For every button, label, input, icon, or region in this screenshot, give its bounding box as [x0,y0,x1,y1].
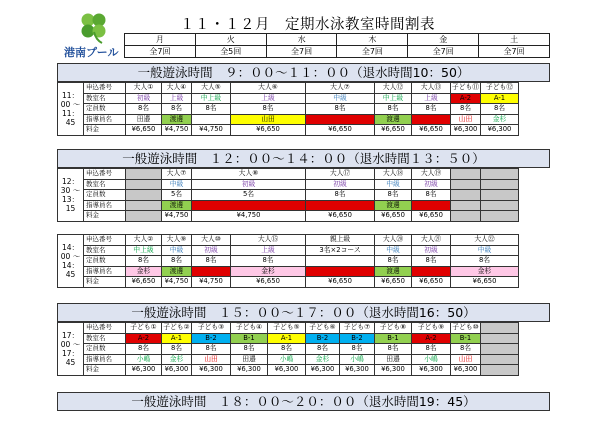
class-cell: 田邉 [126,114,162,125]
empty-cell [481,169,519,180]
row-label: 申込番号 [84,235,126,246]
class-cell: 中上級 [375,93,412,104]
band-general-swim-3: 一般遊泳時間 １５：００～１７：００（退水時間16：50） [57,303,550,322]
count-mon: 全7回 [125,46,196,58]
class-cell: 8名 [126,104,162,115]
class-cell: ¥6,650 [306,125,375,136]
class-cell: 大人⑲ [412,169,451,180]
class-cell: 8名 [192,104,231,115]
class-cell: 8名 [192,256,231,267]
row-label: 定員数 [84,104,126,115]
row-label: 指導員名 [84,266,126,277]
class-cell: 中級 [375,245,412,256]
class-cell: B-2 [306,333,340,344]
class-cell: ¥6,650 [306,211,375,222]
class-cell: 田邉 [375,354,412,365]
day-sat: 土 [479,34,550,46]
class-cell: ¥6,300 [192,365,231,376]
class-cell: 8名 [162,104,192,115]
row-label: 料金 [84,125,126,136]
class-cell: 大人⑧ [192,169,306,180]
class-cell: 子ども② [162,323,192,334]
empty-cell [451,190,481,201]
class-cell: A-2 [412,333,451,344]
class-cell: 子ども⑫ [481,83,519,94]
class-cell: B-1 [451,333,481,344]
table-row [58,277,519,288]
class-cell: 8名 [126,256,162,267]
count-thu: 全7回 [337,46,408,58]
class-cell: 子ども⑥ [306,323,340,334]
table-row [58,200,519,211]
table-row [58,114,519,125]
row-label: 教室名 [84,179,126,190]
schedule-table [57,168,519,222]
class-cell: 初級 [192,179,306,190]
class-cell [412,200,451,211]
row-label: 料金 [84,277,126,288]
class-cell: 子ども⑪ [451,83,481,94]
table-row [58,333,519,344]
class-cell: 初級 [412,179,451,190]
class-cell: 中級 [375,179,412,190]
table-row [58,235,519,246]
class-cell: 上級 [162,93,192,104]
class-cell: 渡邊 [375,114,412,125]
table-row [58,245,519,256]
class-cell: 金杉 [162,354,192,365]
class-cell: 中級 [451,245,519,256]
row-label: 指導員名 [84,200,126,211]
class-cell: 大人⑬ [412,83,451,94]
table-row [58,354,519,365]
band-general-swim-1: 一般遊泳時間 ９：００～１１：００（退水時間10：50） [57,63,550,82]
table-row [58,365,519,376]
row-label: 定員数 [84,344,126,355]
class-cell: ¥6,300 [412,365,451,376]
schedule-table [57,82,519,136]
empty-cell [451,169,481,180]
class-cell: 大人⑳ [375,235,412,246]
class-cell: 8名 [126,344,162,355]
class-cell: 8名 [451,344,481,355]
table-row [58,169,519,180]
class-cell: A-1 [162,333,192,344]
empty-cell [481,190,519,201]
count-sat: 全7回 [479,46,550,58]
class-cell [306,256,375,267]
class-cell: 8名 [375,256,412,267]
count-wed: 全7回 [266,46,337,58]
table-row [58,190,519,201]
table-row [58,211,519,222]
class-cell: 8名 [231,104,306,115]
table-row [58,323,519,334]
class-cell: 中上級 [192,93,231,104]
class-cell: 子ども③ [192,323,231,334]
class-cell: 大人㉒ [451,235,519,246]
class-cell: 子ども④ [231,323,268,334]
class-cell: 8名 [192,344,231,355]
class-cell: A-2 [451,93,481,104]
class-cell: ¥6,650 [231,277,306,288]
class-cell: 8名 [375,344,412,355]
class-cell: 8名 [231,256,306,267]
class-cell: 大人② [126,235,162,246]
class-cell: ¥6,650 [231,125,306,136]
table-row [58,344,519,355]
class-cell: 田邉 [231,354,268,365]
row-label: 料金 [84,211,126,222]
class-cell: ¥4,750 [192,125,231,136]
empty-cell [481,344,519,355]
class-cell: 小嶋 [126,354,162,365]
class-cell: ¥6,650 [412,125,451,136]
class-cell: 8名 [268,344,306,355]
empty-cell [126,200,162,211]
table-row [58,83,519,94]
band-general-swim-4: 一般遊泳時間 １８：００～２０：００（退水時間19：45） [57,392,550,411]
row-label: 教室名 [84,93,126,104]
class-cell: 子ども⑧ [375,323,412,334]
class-cell: ¥4,750 [192,277,231,288]
class-cell: ¥6,650 [375,211,412,222]
class-cell: 渡邊 [375,200,412,211]
row-label: 申込番号 [84,83,126,94]
class-cell: A-1 [481,93,519,104]
class-cell: B-2 [192,333,231,344]
class-cell [306,200,375,211]
class-cell: 大人⑩ [192,235,231,246]
table-row [58,256,519,267]
day-thu: 木 [337,34,408,46]
class-cell: ¥6,300 [340,365,375,376]
class-cell: 初級 [306,179,375,190]
class-cell: 金杉 [306,354,340,365]
empty-cell [481,354,519,365]
day-fri: 金 [408,34,479,46]
class-cell: 8名 [231,344,268,355]
empty-cell [481,179,519,190]
class-cell: 大人⑫ [375,83,412,94]
class-cell: 渡邊 [162,114,192,125]
class-cell: 上級 [412,93,451,104]
day-wed: 水 [266,34,337,46]
class-cell: 山田 [231,114,306,125]
class-cell: ¥6,650 [306,277,375,288]
class-cell: 初級 [192,245,231,256]
class-cell: 親上級 [306,235,375,246]
empty-cell [481,365,519,376]
class-cell: 大人① [126,83,162,94]
table-row [58,93,519,104]
class-cell: ¥6,650 [412,211,451,222]
class-cell: 渡邊 [375,266,412,277]
empty-cell [126,169,162,180]
empty-cell [481,333,519,344]
class-cell: 渡邊 [162,266,192,277]
class-cell: 8名 [306,344,340,355]
class-cell: 大人㉑ [412,235,451,246]
class-cell: B-1 [375,333,412,344]
class-cell: ¥6,300 [375,365,412,376]
class-cell: ¥4,750 [162,211,192,222]
class-cell [192,114,231,125]
empty-cell [481,323,519,334]
count-fri: 全7回 [408,46,479,58]
empty-cell [451,179,481,190]
class-cell: B-1 [231,333,268,344]
empty-cell [481,211,519,222]
class-cell: 大人⑨ [162,235,192,246]
day-mon: 月 [125,34,196,46]
class-cell: 中級 [306,93,375,104]
class-cell: ¥6,300 [126,365,162,376]
class-cell: B-2 [340,333,375,344]
class-cell: 子ども⑨ [412,323,451,334]
class-cell: 8名 [162,344,192,355]
table-row [58,266,519,277]
empty-cell [126,179,162,190]
class-cell: 大人⑦ [162,169,192,180]
class-cell: 子ども⑦ [340,323,375,334]
class-cell: ¥6,650 [126,277,162,288]
class-cell: ¥6,650 [375,277,412,288]
logo-text: 港南プール [64,46,119,59]
class-cell: 8名 [340,344,375,355]
row-label: 指導員名 [84,354,126,365]
day-tue: 火 [195,34,266,46]
class-cell: ¥4,750 [162,277,192,288]
class-cell: 5名 [192,190,306,201]
day-header [124,33,550,58]
empty-cell [451,200,481,211]
time-slot-label: 14：00 ～ 14：45 [58,235,84,288]
class-cell: ¥6,650 [412,277,451,288]
class-cell: ¥6,300 [481,125,519,136]
empty-cell [126,211,162,222]
class-cell: 8名 [412,190,451,201]
class-cell: ¥6,300 [451,125,481,136]
class-cell: 小嶋 [340,354,375,365]
class-cell: 大人④ [162,83,192,94]
class-cell: 5名 [162,190,192,201]
row-label: 申込番号 [84,323,126,334]
class-cell: 8名 [162,256,192,267]
class-cell [306,266,375,277]
row-label: 申込番号 [84,169,126,180]
class-cell: 渡邊 [162,200,192,211]
class-cell [306,114,375,125]
row-label: 定員数 [84,256,126,267]
empty-cell [126,190,162,201]
class-cell: 小嶋 [268,354,306,365]
class-cell: 子ども① [126,323,162,334]
class-cell: 上級 [231,245,306,256]
class-cell: 8名 [306,104,375,115]
class-cell: ¥6,650 [126,125,162,136]
class-cell: 3名×2コース [306,245,375,256]
class-cell: ¥6,300 [268,365,306,376]
row-label: 教室名 [84,333,126,344]
class-cell: 大人⑥ [231,83,306,94]
class-cell: 大人⑤ [192,83,231,94]
class-cell: ¥6,300 [451,365,481,376]
table-row [58,179,519,190]
class-cell: 山田 [192,354,231,365]
class-cell: 大人⑱ [375,169,412,180]
class-cell: 8名 [412,344,451,355]
class-cell [192,200,306,211]
class-cell: ¥6,300 [306,365,340,376]
class-cell: ¥6,300 [231,365,268,376]
page-title: １１・１２月 定期水泳教室時間割表 [180,17,435,33]
class-cell: 8名 [451,104,481,115]
class-cell: 8名 [412,256,451,267]
clover-logo-icon [64,10,124,59]
class-cell: 初級 [412,245,451,256]
class-cell: 金杉 [126,266,162,277]
class-cell: 8名 [451,256,519,267]
class-cell: ¥6,300 [162,365,192,376]
class-cell [412,114,451,125]
time-slot-label: 17：00 ～ 17：45 [58,323,84,376]
class-cell: 大人⑮ [231,235,306,246]
class-cell: 大人⑰ [306,169,375,180]
band-general-swim-2: 一般遊泳時間 １２：００～１４：００（退水時間１３：５０） [57,149,550,168]
class-cell: ¥6,650 [375,125,412,136]
class-cell: ¥6,650 [451,277,519,288]
class-cell: 大人⑦ [306,83,375,94]
class-cell: 金杉 [451,266,519,277]
row-label: 指導員名 [84,114,126,125]
class-cell [192,266,231,277]
empty-cell [481,200,519,211]
class-cell: A-2 [126,333,162,344]
class-cell: A-1 [268,333,306,344]
class-cell: 山田 [451,114,481,125]
class-cell: 子ども⑤ [268,323,306,334]
table-row [58,125,519,136]
time-slot-label: 11：00 ～ 11：45 [58,83,84,136]
class-cell [412,266,451,277]
class-cell: 小嶋 [412,354,451,365]
schedule-table [57,234,519,288]
class-cell: 上級 [231,93,306,104]
count-tue: 全5回 [195,46,266,58]
row-label: 教室名 [84,245,126,256]
class-cell: 子ども⑩ [451,323,481,334]
class-cell: 中級 [162,179,192,190]
class-cell: 8名 [375,190,412,201]
row-label: 料金 [84,365,126,376]
class-cell: 8名 [412,104,451,115]
class-cell: 金杉 [481,114,519,125]
row-label: 定員数 [84,190,126,201]
class-cell: 金杉 [231,266,306,277]
class-cell: 中上級 [126,245,162,256]
schedule-table [57,322,519,376]
class-cell: 8名 [481,104,519,115]
class-cell: ¥4,750 [192,211,306,222]
class-cell: 8名 [306,190,375,201]
empty-cell [451,211,481,222]
table-row [58,104,519,115]
class-cell: ¥4,750 [162,125,192,136]
class-cell: 中級 [162,245,192,256]
time-slot-label: 12：30 ～ 13：15 [58,169,84,222]
class-cell: 初級 [126,93,162,104]
class-cell: 8名 [375,104,412,115]
class-cell: 山田 [451,354,481,365]
